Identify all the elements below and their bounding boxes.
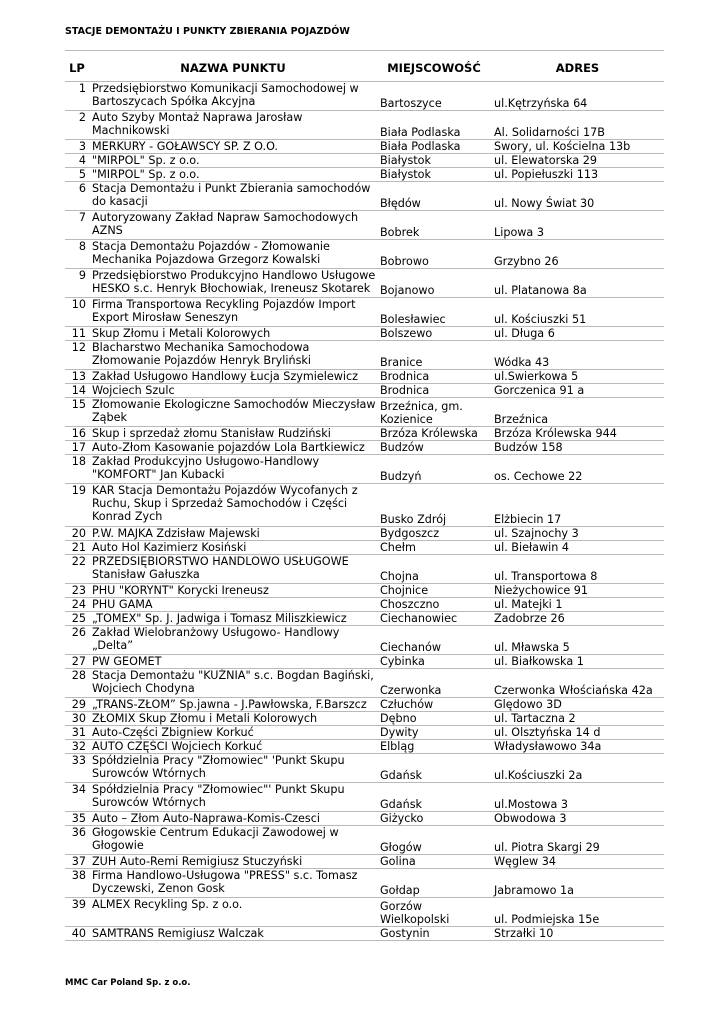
row-number: 22 (65, 555, 89, 584)
row-number: 40 (65, 927, 89, 941)
row-name: Stacja Demontażu "KUŹNIA" s.c. Bogdan Bagiński, Wojciech Chodyna (89, 669, 377, 698)
row-city: Dywity (377, 726, 491, 740)
row-number: 32 (65, 740, 89, 754)
table-row (65, 855, 664, 869)
row-city: Branice (377, 341, 491, 370)
row-city: Bolesławiec (377, 298, 491, 327)
row-city: Chełm (377, 541, 491, 555)
table-row (65, 427, 664, 441)
row-city: Bojanowo (377, 269, 491, 298)
row-city: Giżycko (377, 812, 491, 826)
row-address: Lipowa 3 (491, 211, 664, 240)
row-city: Golina (377, 855, 491, 869)
row-city: Bolszewo (377, 327, 491, 341)
row-number: 37 (65, 855, 89, 869)
row-name: ALMEX Recykling Sp. z o.o. (89, 898, 377, 927)
row-address: ul. Białkowska 1 (491, 655, 664, 669)
row-city: Człuchów (377, 698, 491, 712)
row-city: Czerwonka (377, 669, 491, 698)
row-city: Głogów (377, 826, 491, 855)
row-number: 23 (65, 584, 89, 598)
table-row (65, 140, 664, 154)
row-address: ul. Bieławin 4 (491, 541, 664, 555)
row-city: Białystok (377, 154, 491, 168)
row-city: Busko Zdrój (377, 484, 491, 527)
table-row (65, 398, 664, 427)
row-number: 14 (65, 384, 89, 398)
table-row (65, 455, 664, 484)
row-city: Brzeźnica, gm. Kozienice (377, 398, 491, 427)
header-lp: LP (65, 55, 89, 82)
row-name: Auto Hol Kazimierz Kosiński (89, 541, 377, 555)
row-address: Ględowo 3D (491, 698, 664, 712)
row-city: Białystok (377, 168, 491, 182)
row-number: 15 (65, 398, 89, 427)
row-city: Bobrowo (377, 240, 491, 269)
row-number: 11 (65, 327, 89, 341)
row-address: ul. Transportowa 8 (491, 555, 664, 584)
row-name: Spółdzielnia Pracy "Złomowiec"' Punkt Skupu Surowców Wtórnych (89, 783, 377, 812)
row-number: 30 (65, 712, 89, 726)
row-city: Gostynin (377, 927, 491, 941)
row-city: Gdańsk (377, 754, 491, 783)
row-name: ZŁOMIX Skup Złomu i Metali Kolorowych (89, 712, 377, 726)
row-number: 39 (65, 898, 89, 927)
row-address: Zadobrze 26 (491, 612, 664, 626)
row-address: ul. Olsztyńska 14 d (491, 726, 664, 740)
row-name: „TRANS-ZŁOM” Sp.jawna - J.Pawłowska, F.Barszcz (89, 698, 377, 712)
row-name: Przedsiębiorstwo Produkcyjno Handlowo Usługowe HESKO s.c. Henryk Błochowiak, Ireneusz Skotarek (89, 269, 377, 298)
header-address: ADRES (491, 55, 664, 82)
row-address: ul. Popiełuszki 113 (491, 168, 664, 182)
row-name: Auto-Części Zbigniew Korkuć (89, 726, 377, 740)
table-row (65, 82, 664, 111)
table-row (65, 783, 664, 812)
table-row (65, 927, 664, 941)
row-name: ZUH Auto-Remi Remigiusz Stuczyński (89, 855, 377, 869)
table-row (65, 754, 664, 783)
row-city: Elbląg (377, 740, 491, 754)
row-number: 1 (65, 82, 89, 111)
table-row (65, 598, 664, 612)
row-city: Chojna (377, 555, 491, 584)
row-address: ul.Kętrzyńska 64 (491, 82, 664, 111)
table-row (65, 111, 664, 140)
row-address: Budzów 158 (491, 441, 664, 455)
row-address: ul. Piotra Skargi 29 (491, 826, 664, 855)
row-city: Bydgoszcz (377, 527, 491, 541)
row-number: 33 (65, 754, 89, 783)
table-row (65, 726, 664, 740)
header-name: NAZWA PUNKTU (89, 55, 377, 82)
table-row (65, 168, 664, 182)
row-address: Czerwonka Włościańska 42a (491, 669, 664, 698)
row-address: Obwodowa 3 (491, 812, 664, 826)
row-address: Władysławowo 34a (491, 740, 664, 754)
row-name: Głogowskie Centrum Edukacji Zawodowej w Głogowie (89, 826, 377, 855)
table-row (65, 370, 664, 384)
row-city: Cybinka (377, 655, 491, 669)
row-name: PHU "KORYNT" Korycki Ireneusz (89, 584, 377, 598)
row-name: Blacharstwo Mechanika Samochodowa Złomowanie Pojazdów Henryk Bryliński (89, 341, 377, 370)
row-city: Błędów (377, 182, 491, 211)
row-name: Auto-Złom Kasowanie pojazdów Lola Bartkiewicz (89, 441, 377, 455)
row-number: 16 (65, 427, 89, 441)
row-name: Skup Złomu i Metali Kolorowych (89, 327, 377, 341)
row-address: ul. Długa 6 (491, 327, 664, 341)
header-city: MIEJSCOWOŚĆ (377, 55, 491, 82)
row-address: Brzóza Królewska 944 (491, 427, 664, 441)
row-address: ul.Kościuszki 2a (491, 754, 664, 783)
table-row (65, 269, 664, 298)
row-city: Brzóza Królewska (377, 427, 491, 441)
row-address: Nieżychowice 91 (491, 584, 664, 598)
row-number: 24 (65, 598, 89, 612)
row-number: 5 (65, 168, 89, 182)
row-name: Stacja Demontażu Pojazdów - Złomowanie Mechanika Pojazdowa Grzegorz Kowalski (89, 240, 377, 269)
row-address: Grzybno 26 (491, 240, 664, 269)
row-address: Elżbiecin 17 (491, 484, 664, 527)
row-address: Brzeźnica (491, 398, 664, 427)
row-number: 2 (65, 111, 89, 140)
row-number: 10 (65, 298, 89, 327)
row-address: ul. Kościuszki 51 (491, 298, 664, 327)
row-address: ul. Platanowa 8a (491, 269, 664, 298)
row-address: Gorczenica 91 a (491, 384, 664, 398)
table-row (65, 898, 664, 927)
table-row (65, 669, 664, 698)
row-number: 19 (65, 484, 89, 527)
row-address: Wódka 43 (491, 341, 664, 370)
row-address: ul. Elewatorska 29 (491, 154, 664, 168)
row-number: 35 (65, 812, 89, 826)
row-city: Gdańsk (377, 783, 491, 812)
row-address: ul. Podmiejska 15e (491, 898, 664, 927)
stations-table (65, 55, 664, 941)
row-address: Al. Solidarności 17B (491, 111, 664, 140)
table-row (65, 584, 664, 598)
table-row (65, 298, 664, 327)
row-number: 6 (65, 182, 89, 211)
row-number: 28 (65, 669, 89, 698)
row-number: 36 (65, 826, 89, 855)
row-name: Autoryzowany Zakład Napraw Samochodowych AZNS (89, 211, 377, 240)
row-name: "MIRPOL" Sp. z o.o. (89, 168, 377, 182)
row-name: AUTO CZĘŚCI Wojciech Korkuć (89, 740, 377, 754)
table-row (65, 240, 664, 269)
row-city: Biała Podlaska (377, 140, 491, 154)
row-name: „TOMEX" Sp. J. Jadwiga i Tomasz Miliszkiewicz (89, 612, 377, 626)
row-name: Firma Handlowo-Usługowa "PRESS" s.c. Tomasz Dyczewski, Zenon Gosk (89, 869, 377, 898)
row-city: Brodnica (377, 370, 491, 384)
table-row (65, 712, 664, 726)
table-row (65, 341, 664, 370)
row-city: Ciechanowiec (377, 612, 491, 626)
row-number: 9 (65, 269, 89, 298)
row-name: Wojciech Szulc (89, 384, 377, 398)
table-row (65, 740, 664, 754)
row-name: Zakład Usługowo Handlowy Łucja Szymielewicz (89, 370, 377, 384)
row-city: Bartoszyce (377, 82, 491, 111)
row-name: "MIRPOL" Sp. z o.o. (89, 154, 377, 168)
row-city: Chojnice (377, 584, 491, 598)
document-title: STACJE DEMONTAŻU I PUNKTY ZBIERANIA POJAZDÓW (65, 26, 350, 37)
row-name: SAMTRANS Remigiusz Walczak (89, 927, 377, 941)
table-header-row (65, 55, 664, 82)
row-name: Auto Szyby Montaż Naprawa Jarosław Machnikowski (89, 111, 377, 140)
table-row (65, 812, 664, 826)
row-name: Zakład Wielobranżowy Usługowo- Handlowy „Delta” (89, 626, 377, 655)
row-address: ul.Swierkowa 5 (491, 370, 664, 384)
row-number: 34 (65, 783, 89, 812)
row-number: 20 (65, 527, 89, 541)
table-row (65, 441, 664, 455)
row-address: ul. Tartaczna 2 (491, 712, 664, 726)
table-row (65, 655, 664, 669)
table-row (65, 327, 664, 341)
table-row (65, 555, 664, 584)
row-city: Budzów (377, 441, 491, 455)
table-row (65, 182, 664, 211)
row-number: 17 (65, 441, 89, 455)
row-number: 26 (65, 626, 89, 655)
row-name: Przedsiębiorstwo Komunikacji Samochodowej w Bartoszycach Spółka Akcyjna (89, 82, 377, 111)
row-city: Dębno (377, 712, 491, 726)
row-number: 21 (65, 541, 89, 555)
table-row (65, 869, 664, 898)
row-number: 27 (65, 655, 89, 669)
row-name: Stacja Demontażu i Punkt Zbierania samochodów do kasacji (89, 182, 377, 211)
row-number: 18 (65, 455, 89, 484)
top-divider (65, 50, 664, 51)
row-name: PHU GAMA (89, 598, 377, 612)
row-city: Gorzów Wielkopolski (377, 898, 491, 927)
row-city: Budzyń (377, 455, 491, 484)
row-city: Gołdap (377, 869, 491, 898)
row-address: Strzałki 10 (491, 927, 664, 941)
row-address: ul. Matejki 1 (491, 598, 664, 612)
row-address: os. Cechowe 22 (491, 455, 664, 484)
table-row (65, 527, 664, 541)
row-address: Jabramowo 1a (491, 869, 664, 898)
table-row (65, 541, 664, 555)
row-name: PW GEOMET (89, 655, 377, 669)
table-row (65, 384, 664, 398)
row-name: Firma Transportowa Recykling Pojazdów Import Export Mirosław Seneszyn (89, 298, 377, 327)
row-name: PRZEDSIĘBIORSTWO HANDLOWO USŁUGOWE Stanisław Gałuszka (89, 555, 377, 584)
table-row (65, 698, 664, 712)
table-row (65, 826, 664, 855)
table-row (65, 211, 664, 240)
row-city: Brodnica (377, 384, 491, 398)
table-row (65, 626, 664, 655)
row-city: Ciechanów (377, 626, 491, 655)
row-name: Auto – Złom Auto-Naprawa-Komis-Czesci (89, 812, 377, 826)
row-name: Złomowanie Ekologiczne Samochodów Mieczysław Ząbek (89, 398, 377, 427)
row-name: MERKURY - GOŁAWSCY SP. Z O.O. (89, 140, 377, 154)
row-address: ul. Szajnochy 3 (491, 527, 664, 541)
row-address: ul.Mostowa 3 (491, 783, 664, 812)
row-address: ul. Nowy Świat 30 (491, 182, 664, 211)
row-name: KAR Stacja Demontażu Pojazdów Wycofanych z Ruchu, Skup i Sprzedaż Samochodów i Części Konrad Zych (89, 484, 377, 527)
row-number: 7 (65, 211, 89, 240)
row-name: Zakład Produkcyjno Usługowo-Handlowy "KOMFORT" Jan Kubacki (89, 455, 377, 484)
row-number: 12 (65, 341, 89, 370)
row-city: Biała Podlaska (377, 111, 491, 140)
table-row (65, 484, 664, 527)
row-address: Swory, ul. Kościelna 13b (491, 140, 664, 154)
row-city: Bobrek (377, 211, 491, 240)
row-address: Węglew 34 (491, 855, 664, 869)
row-number: 29 (65, 698, 89, 712)
row-number: 3 (65, 140, 89, 154)
row-city: Choszczno (377, 598, 491, 612)
row-number: 38 (65, 869, 89, 898)
row-number: 4 (65, 154, 89, 168)
row-name: Skup i sprzedaż złomu Stanisław Rudziński (89, 427, 377, 441)
table-row (65, 612, 664, 626)
row-number: 13 (65, 370, 89, 384)
row-name: Spółdzielnia Pracy "Złomowiec" 'Punkt Skupu Surowców Wtórnych (89, 754, 377, 783)
row-number: 25 (65, 612, 89, 626)
footer-company: MMC Car Poland Sp. z o.o. (65, 978, 191, 988)
row-address: ul. Mławska 5 (491, 626, 664, 655)
row-number: 31 (65, 726, 89, 740)
table-row (65, 154, 664, 168)
row-name: P.W. MAJKA Zdzisław Majewski (89, 527, 377, 541)
row-number: 8 (65, 240, 89, 269)
